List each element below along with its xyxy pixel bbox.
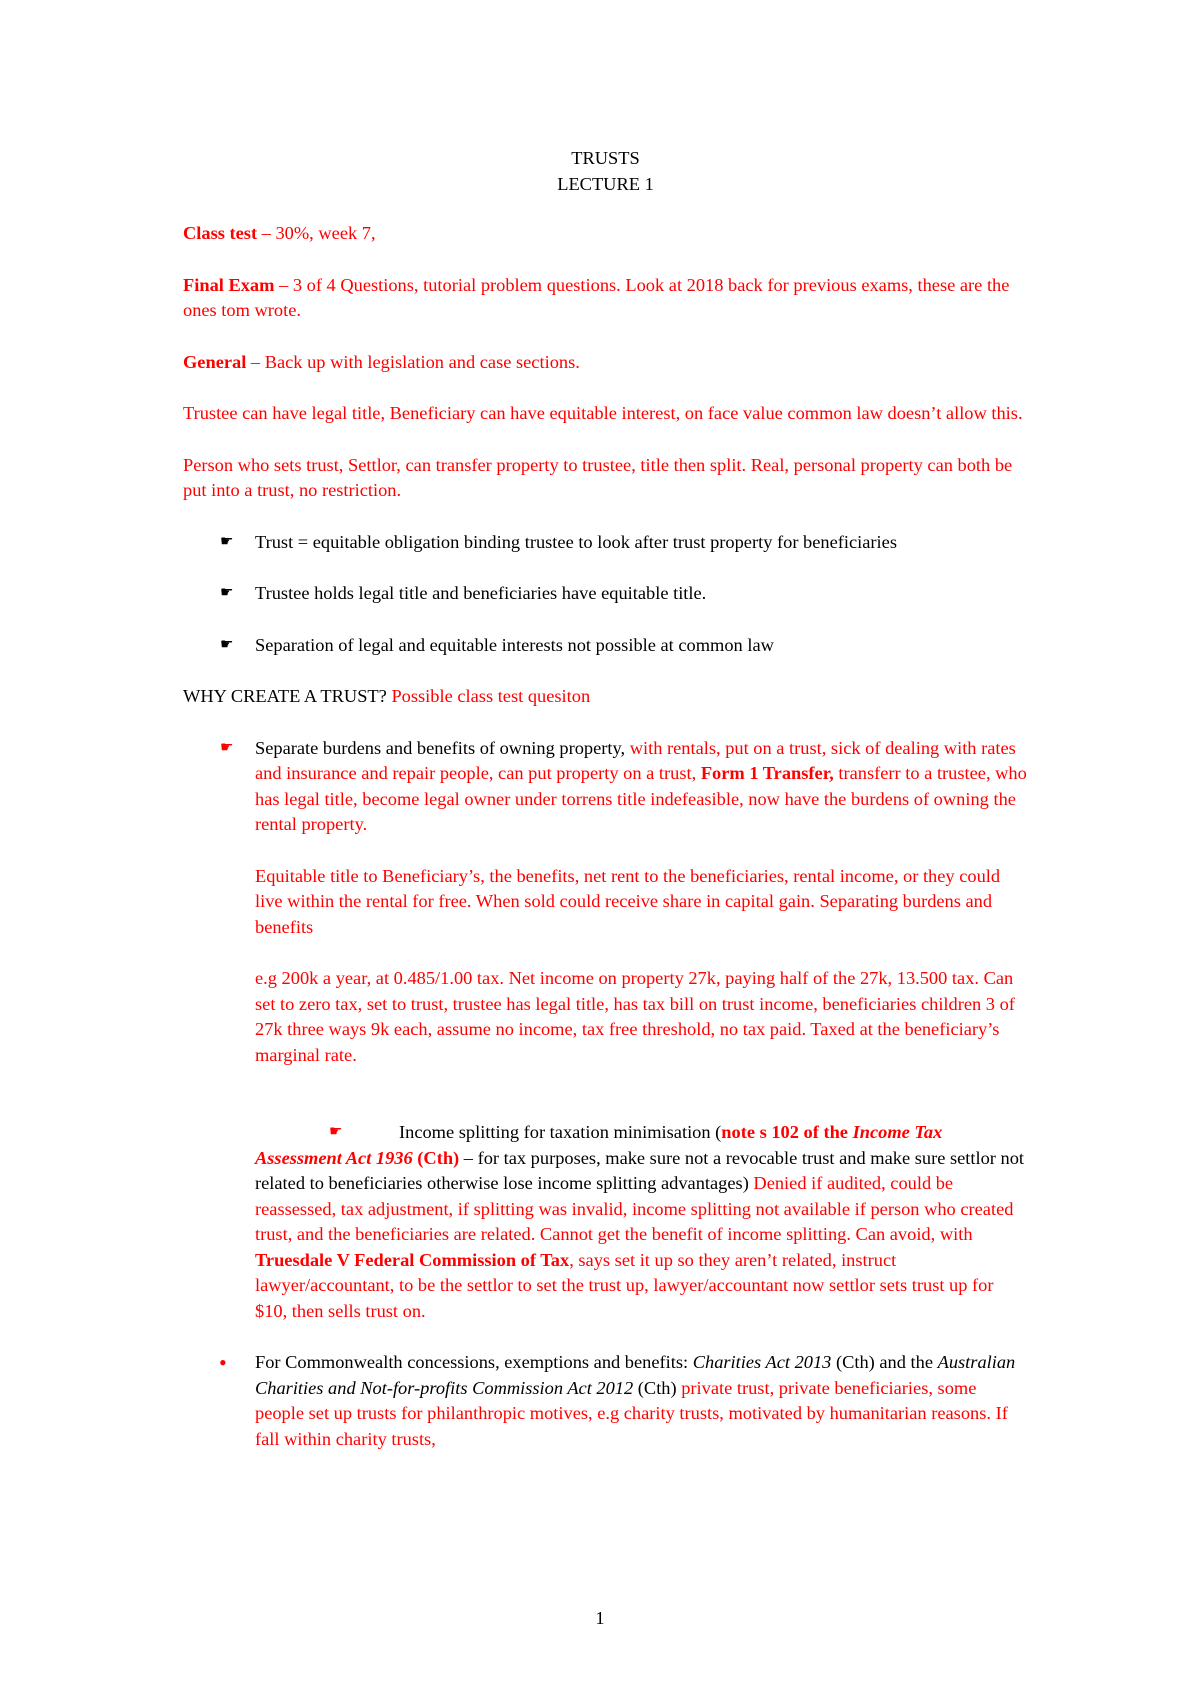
truesdale-case: Truesdale V Federal Commission of Tax [255, 1249, 570, 1270]
hand-pointer-icon: ☛ [220, 739, 234, 756]
separate-text-2: transferr to a trustee, who has legal title, become legal owner under torrens title indefeasible, now have the burdens of owning the rental property. [255, 763, 1027, 834]
income-note: note s 102 of the [721, 1122, 853, 1142]
hand-pointer-icon: ☛ [220, 533, 234, 550]
why-heading-paragraph [183, 684, 1028, 710]
bullet-dot-icon: • [219, 1350, 227, 1375]
list-item-text: Separation of legal and equitable interests not possible at common law [255, 634, 774, 655]
page-number: 1 [595, 1608, 605, 1628]
form-1-transfer: Form 1 Transfer, [700, 763, 834, 783]
class-test-paragraph [183, 221, 1028, 247]
income-red-text: Denied if audited, could be reassessed, tax adjustment, if splitting was invalid, income splitting not available if person who created trust, and the beneficiaries are related. Cannot get the benefit of income splitting. Can avoid, with [255, 1173, 1014, 1244]
list-item-text: Trust = equitable obligation binding trustee to look after trust property for beneficiaries [255, 531, 897, 552]
final-exam-text: – 3 of 4 Questions, tutorial problem questions. Look at 2018 back for previous exams, these are the ones tom wrote. [183, 274, 1010, 320]
income-lead: Income splitting for taxation minimisation ( [399, 1122, 722, 1142]
general-text: – Back up with legislation and case sections. [246, 351, 580, 372]
income-red-text-2: , says set it up so they aren’t related, instruct lawyer/accountant, to be the settlor to set the trust up, lawyer/accountant now settlor sets trust up for $10, then sells trust on. [255, 1249, 994, 1321]
list-item [183, 633, 1028, 659]
general-label: General [183, 351, 247, 372]
commonwealth-cth: (Cth) [633, 1377, 682, 1398]
list-item-income [183, 1120, 1028, 1324]
equitable-paragraph: Equitable title to Beneficiary’s, the benefits, net rent to the beneficiaries, rental income, or they could live within the rental for free. When sold could receive share in capital gain. Separating burdens and benefits [255, 865, 1001, 937]
list-item-separate [183, 736, 1028, 838]
class-test-label: Class test [183, 223, 258, 243]
acnc-act: Australian Charities and Not-for-profits Commission Act 2012 [255, 1352, 1016, 1398]
commonwealth-red-text: private trust, private beneficiaries, some people set up trusts for philanthropic motives, e.g charity trusts, motivated by humanitarian reasons. If fall within charity trusts, [255, 1377, 1008, 1449]
separate-text: with rentals, put on a trust, sick of dealing with rates and insurance and repair people, can put property on a trust, [255, 737, 1016, 783]
income-text: – for tax purposes, make sure not a revocable trust and make sure settlor not related to beneficiaries otherwise lose income splitting advantages) [255, 1147, 1025, 1193]
separate-lead: Separate burdens and benefits of owning property, [255, 737, 630, 758]
list-item-text: Trustee holds legal title and beneficiaries have equitable title. [255, 583, 707, 603]
general-paragraph [183, 350, 1028, 376]
document-body [183, 146, 1028, 1478]
trustee-paragraph: Trustee can have legal title, Beneficiary can have equitable interest, on face value common law doesn’t allow this. [183, 403, 1023, 423]
final-exam-paragraph [183, 273, 1028, 324]
final-exam-label: Final Exam [183, 274, 275, 295]
why-heading: WHY CREATE A TRUST? [183, 686, 392, 706]
class-test-text: – 30%, week 7, [257, 223, 376, 243]
list-item [183, 581, 1028, 607]
commonwealth-lead: For Commonwealth concessions, exemptions and benefits: [255, 1352, 693, 1372]
income-act-title: Income Tax Assessment Act 1936 [255, 1122, 943, 1168]
example-paragraph: e.g 200k a year, at 0.485/1.00 tax. Net income on property 27k, paying half of the 27k, 13.500 tax. Can set to zero tax, set to trust, trustee has legal title, has tax bill on trust income, beneficiaries children 3 of 27k three ways 9k each, assume no income, tax free threshold, no tax paid. Taxed at the beneficiary’s marginal rate. [255, 968, 1015, 1065]
charities-act: Charities Act 2013 [692, 1352, 832, 1372]
list-item-commonwealth [183, 1350, 1028, 1452]
document-title: TRUSTS [571, 148, 640, 168]
hand-pointer-icon: ☛ [220, 636, 234, 653]
income-cth: (Cth) [412, 1147, 460, 1168]
document-subtitle: LECTURE 1 [557, 173, 654, 194]
hand-pointer-icon: ☛ [220, 585, 234, 601]
title-block [183, 146, 1028, 197]
hand-pointer-icon: ☛ [329, 1124, 343, 1140]
settlor-paragraph: Person who sets trust, Settlor, can transfer property to trustee, title then split. Real, personal property can both be put into a trust, no restriction. [183, 454, 1013, 500]
why-note: Possible class test quesiton [391, 686, 591, 706]
commonwealth-and: (Cth) and the [831, 1352, 938, 1372]
list-item [183, 530, 1028, 556]
